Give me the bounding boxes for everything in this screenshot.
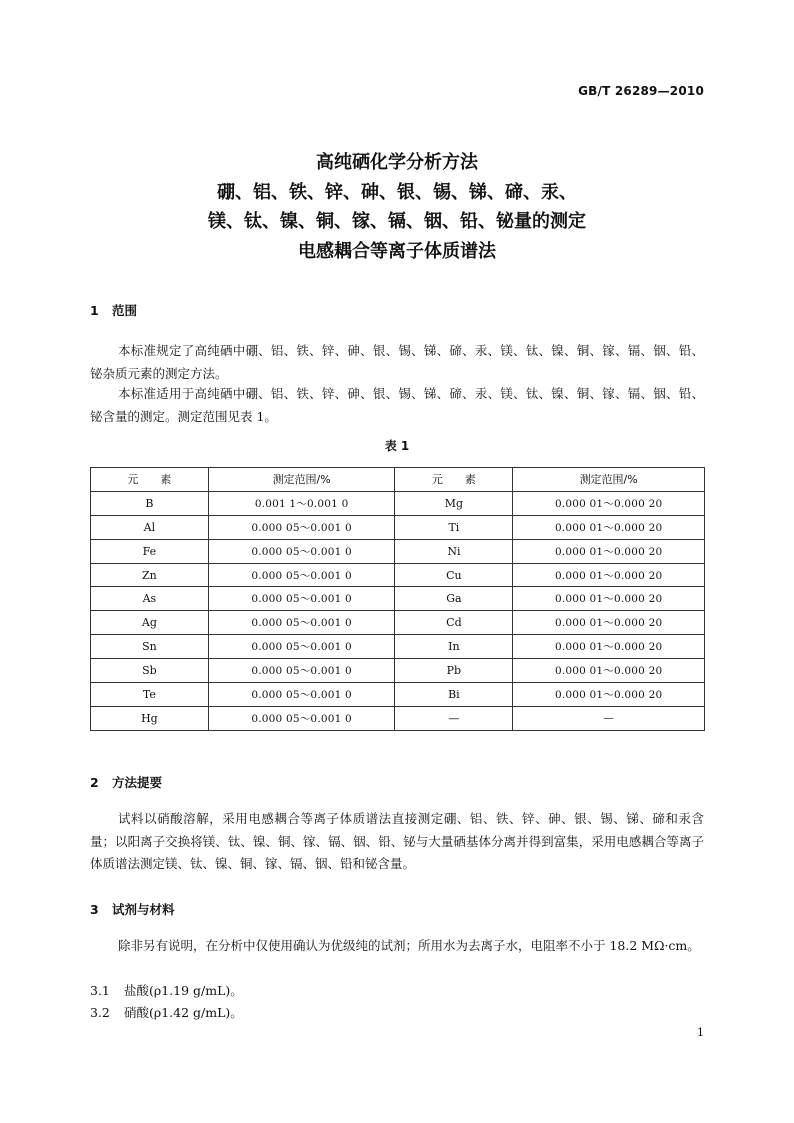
element-cell: Te: [91, 683, 209, 707]
table-caption: 表 1: [384, 439, 410, 453]
element-cell: Hg: [91, 706, 209, 730]
section-3-heading: [90, 900, 175, 918]
range-cell: 0.000 01～0.000 20: [513, 587, 705, 611]
section-title: 方法提要: [112, 775, 163, 790]
table-row: [91, 659, 705, 683]
table-row: [91, 706, 705, 730]
standard-code: GB/T 26289—2010: [578, 84, 704, 98]
item-text: 硝酸(ρ1.42 g/mL)。: [124, 1005, 243, 1020]
title-line: 高纯硒化学分析方法: [316, 152, 478, 173]
table-row: [91, 611, 705, 635]
range-cell: 0.000 05～0.001 0: [208, 635, 395, 659]
element-cell: Cd: [395, 611, 513, 635]
section-number: 2: [90, 775, 99, 790]
element-cell: As: [91, 587, 209, 611]
range-cell: 0.000 01～0.000 20: [513, 539, 705, 563]
element-cell: Ag: [91, 611, 209, 635]
range-cell: 0.000 01～0.000 20: [513, 635, 705, 659]
header-cell: 测定范围/%: [208, 468, 395, 492]
section-title: 试剂与材料: [112, 902, 175, 917]
element-cell: B: [91, 491, 209, 515]
range-cell: 0.000 05～0.001 0: [208, 539, 395, 563]
element-cell: In: [395, 635, 513, 659]
element-cell: Cu: [395, 563, 513, 587]
element-cell: Ni: [395, 539, 513, 563]
section-2-paragraph: 试料以硝酸溶解，采用电感耦合等离子体质谱法直接测定硼、铝、铁、锌、砷、银、锡、锑、碲和汞含量；以阳离子交换将镁、钛、镍、铜、镓、镉、铟、铅、铋与大量硒基体分离并得到富集，采用电感耦合等离子体质谱法测定镁、钛、镍、铜、镓、镉、铟、铅和铋含量。: [90, 811, 704, 871]
range-cell: 0.000 01～0.000 20: [513, 683, 705, 707]
document-title: [0, 148, 794, 266]
element-cell: Sn: [91, 635, 209, 659]
section-number: 3: [90, 902, 99, 917]
element-cell: Ti: [395, 515, 513, 539]
range-cell: 0.000 01～0.000 20: [513, 515, 705, 539]
element-cell: Zn: [91, 563, 209, 587]
page-number: 1: [697, 1026, 704, 1039]
table-row: [91, 515, 705, 539]
title-line: 硼、铝、铁、锌、砷、银、锡、锑、碲、汞、: [217, 181, 577, 203]
section-1-paragraph-1: 本标准规定了高纯硒中硼、铝、铁、锌、砷、银、锡、锑、碲、汞、镁、钛、镍、铜、镓、镉、铟、铅、铋杂质元素的测定方法。: [90, 343, 704, 381]
table-row: [91, 491, 705, 515]
range-cell: 0.000 01～0.000 20: [513, 611, 705, 635]
table-row: [91, 563, 705, 587]
item-number: 3.1: [90, 983, 110, 998]
range-cell: 0.000 05～0.001 0: [208, 587, 395, 611]
element-cell: Al: [91, 515, 209, 539]
measurement-range-table: [90, 467, 705, 731]
table-row: [91, 683, 705, 707]
section-number: 1: [90, 303, 99, 318]
section-3-paragraph: 除非另有说明，在分析中仅使用确认为优级纯的试剂；所用水为去离子水，电阻率不小于 18.2 MΩ·cm。: [118, 938, 700, 953]
table-row: [91, 635, 705, 659]
section-2-heading: [90, 773, 162, 791]
element-cell: Fe: [91, 539, 209, 563]
table-row: [91, 587, 705, 611]
item-text: 盐酸(ρ1.19 g/mL)。: [124, 983, 243, 998]
element-cell: Sb: [91, 659, 209, 683]
section-1-paragraph-2: 本标准适用于高纯硒中硼、铝、铁、锌、砷、银、锡、锑、碲、汞、镁、钛、镍、铜、镓、镉、铟、铅、铋含量的测定。测定范围见表 1。: [90, 386, 704, 424]
range-cell: 0.000 05～0.001 0: [208, 515, 395, 539]
element-cell: Ga: [395, 587, 513, 611]
range-cell: 0.000 01～0.000 20: [513, 491, 705, 515]
reagent-item: [90, 981, 243, 999]
element-cell: Bi: [395, 683, 513, 707]
title-line: 镁、钛、镍、铜、镓、镉、铟、铅、铋量的测定: [208, 211, 586, 232]
item-number: 3.2: [90, 1005, 110, 1020]
title-line: 电感耦合等离子体质谱法: [298, 240, 496, 262]
range-cell: 0.000 05～0.001 0: [208, 563, 395, 587]
range-cell: 0.000 05～0.001 0: [208, 611, 395, 635]
range-cell: 0.000 05～0.001 0: [208, 659, 395, 683]
element-cell: —: [395, 706, 513, 730]
range-cell: 0.001 1～0.001 0: [208, 491, 395, 515]
range-cell: 0.000 01～0.000 20: [513, 563, 705, 587]
table-header-row: [91, 468, 705, 492]
header-cell: 元 素: [91, 468, 209, 492]
header-cell: 元 素: [395, 468, 513, 492]
table-row: [91, 539, 705, 563]
reagent-item: [90, 1003, 243, 1021]
element-cell: Mg: [395, 491, 513, 515]
range-cell: 0.000 01～0.000 20: [513, 659, 705, 683]
section-title: 范围: [112, 303, 138, 318]
range-cell: 0.000 05～0.001 0: [208, 683, 395, 707]
header-cell: 测定范围/%: [513, 468, 705, 492]
element-cell: Pb: [395, 659, 513, 683]
range-cell: 0.000 05～0.001 0: [208, 706, 395, 730]
section-1-heading: [90, 301, 137, 319]
range-cell: —: [513, 706, 705, 730]
